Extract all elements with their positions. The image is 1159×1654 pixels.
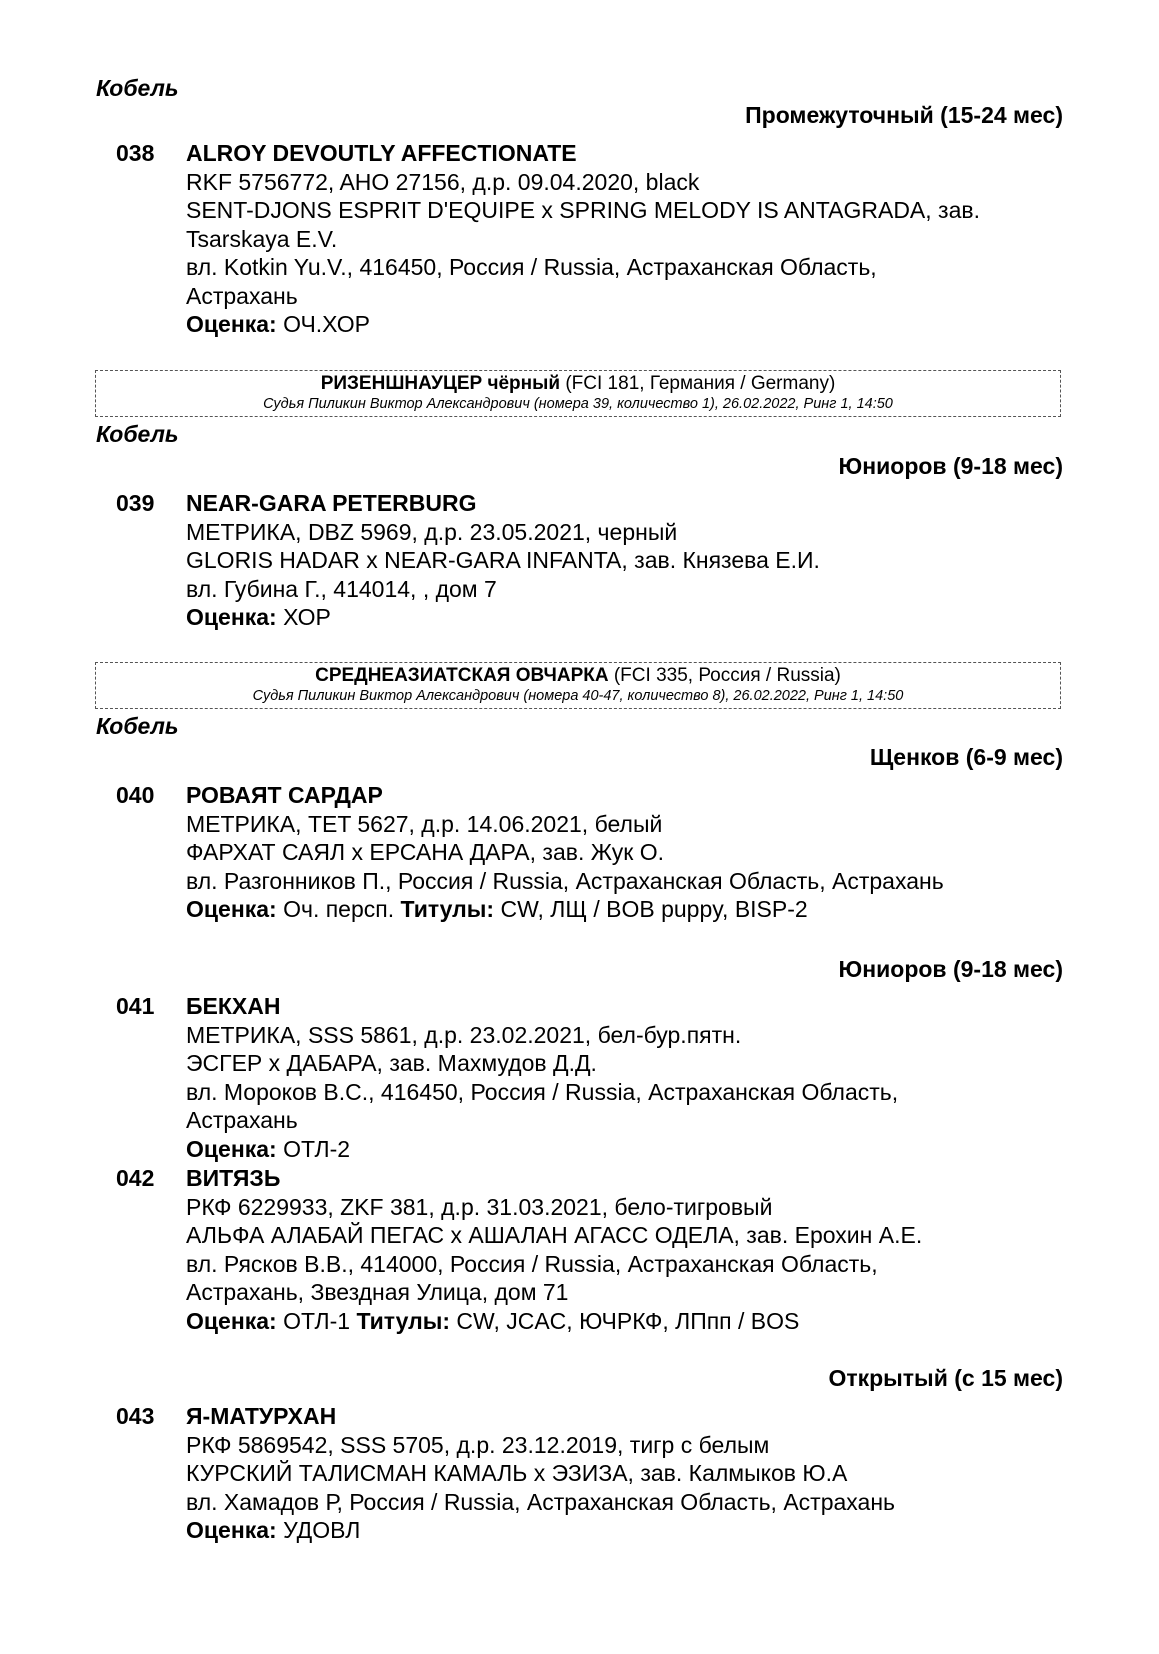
catalog-number: 039 — [116, 490, 155, 516]
breed-name: РИЗЕНШНАУЦЕР чёрный — [320, 373, 561, 394]
owner-info: вл. Разгонников П., Россия / Russia, Астраханская Область, Астрахань — [186, 867, 944, 894]
owner-info: вл. Kotkin Yu.V., 416450, Россия / Russia, Астраханская Область, — [186, 254, 877, 280]
breed-info: (FCI 335, Россия / Russia) — [613, 665, 841, 686]
judge-info: Судья Пиликин Виктор Александрович (номера 39, количество 1), 26.02.2022, Ринг 1, 14:50 — [263, 396, 893, 412]
grade-value: ОТЛ-1 — [283, 1307, 351, 1334]
dog-name: ALROY DEVOUTLY AFFECTIONATE — [186, 140, 577, 166]
registration-info: РКФ 6229933, ZKF 381, д.р. 31.03.2021, бело-тигровый — [186, 1193, 773, 1220]
class-heading: Юниоров (9-18 мес) — [838, 453, 1063, 479]
grade-line — [186, 895, 1066, 924]
breed-name: СРЕДНЕАЗИАТСКАЯ ОВЧАРКА — [315, 665, 609, 686]
owner-info: вл. Хамадов Р, Россия / Russia, Астраханская Область, Астрахань — [186, 1488, 896, 1515]
grade-label: Оценка: — [186, 1307, 277, 1334]
parents-breeder: ЭСГЕР х ДАБАРА, зав. Махмудов Д.Д. — [186, 1050, 597, 1076]
class-heading: Открытый (с 15 мес) — [828, 1365, 1063, 1391]
dog-name: РОВАЯТ САРДАР — [186, 782, 383, 808]
parents-breeder: АЛЬФА АЛАБАЙ ПЕГАС х АШАЛАН АГАСС ОДЕЛА, зав. Ерохин А.Е. — [186, 1222, 923, 1248]
owner-info: вл. Мороков В.С., 416450, Россия / Russia, Астраханская Область, — [186, 1078, 899, 1105]
grade-label: Оценка: — [186, 1135, 277, 1162]
sex-heading: Кобель — [96, 421, 179, 447]
registration-info: РКФ 5869542, SSS 5705, д.р. 23.12.2019, тигр с белым — [186, 1431, 770, 1458]
owner-info-cont: Астрахань, Звездная Улица, дом 71 — [186, 1279, 569, 1305]
breed-header — [95, 662, 1061, 709]
class-heading: Юниоров (9-18 мес) — [838, 956, 1063, 982]
owner-info-cont: Астрахань — [186, 282, 298, 309]
grade-line — [186, 1135, 1066, 1164]
dog-name: Я-МАТУРХАН — [186, 1403, 337, 1429]
dog-name: ВИТЯЗЬ — [186, 1165, 281, 1191]
registration-info: RKF 5756772, AHO 27156, д.р. 09.04.2020, black — [186, 168, 700, 195]
grade-value: Оч. персп. — [283, 896, 395, 922]
grade-label: Оценка: — [186, 604, 277, 630]
catalog-number: 038 — [116, 140, 155, 166]
dog-name: БЕКХАН — [186, 993, 281, 1019]
parents-breeder-cont: Tsarskaya E.V. — [186, 225, 338, 252]
grade-value: ХОР — [283, 604, 331, 630]
titles-label: Титулы: — [356, 1307, 451, 1334]
titles-label: Титулы: — [400, 896, 495, 922]
catalog-number: 042 — [116, 1165, 155, 1191]
grade-line — [186, 310, 1066, 339]
grade-label: Оценка: — [186, 1517, 277, 1543]
grade-value: ОТЛ-2 — [283, 1135, 351, 1162]
grade-line — [186, 1307, 1066, 1336]
class-heading: Щенков (6-9 мес) — [869, 744, 1063, 770]
grade-label: Оценка: — [186, 311, 277, 337]
catalog-number: 043 — [116, 1403, 155, 1429]
grade-line — [186, 1516, 1066, 1545]
registration-info: МЕТРИКА, TET 5627, д.р. 14.06.2021, белый — [186, 810, 663, 837]
parents-breeder: GLORIS HADAR x NEAR-GARA INFANTA, зав. Князева Е.И. — [186, 547, 820, 573]
catalog-number: 040 — [116, 782, 155, 808]
catalog-number: 041 — [116, 993, 155, 1019]
grade-value: УДОВЛ — [283, 1517, 361, 1543]
parents-breeder: SENT-DJONS ESPRIT D'EQUIPE x SPRING MELODY IS ANTAGRADA, зав. — [186, 197, 980, 223]
grade-value: ОЧ.ХОР — [283, 311, 370, 337]
grade-line — [186, 603, 1066, 632]
grade-label: Оценка: — [186, 896, 277, 922]
breed-header — [95, 370, 1061, 417]
owner-info: вл. Губина Г., 414014, , дом 7 — [186, 575, 497, 602]
sex-heading: Кобель — [96, 75, 179, 101]
sex-heading: Кобель — [96, 713, 179, 739]
breed-info: (FCI 181, Германия / Germany) — [565, 373, 836, 394]
registration-info: МЕТРИКА, DBZ 5969, д.р. 23.05.2021, черный — [186, 518, 678, 545]
registration-info: МЕТРИКА, SSS 5861, д.р. 23.02.2021, бел-бур.пятн. — [186, 1021, 742, 1048]
owner-info-cont: Астрахань — [186, 1107, 298, 1133]
dog-name: NEAR-GARA PETERBURG — [186, 490, 477, 516]
titles-value: CW, ЛЩ / BOB puppy, BISP-2 — [500, 896, 808, 922]
class-heading: Промежуточный (15-24 мес) — [745, 102, 1063, 128]
parents-breeder: ФАРХАТ САЯЛ х ЕРСАНА ДАРА, зав. Жук О. — [186, 839, 664, 865]
parents-breeder: КУРСКИЙ ТАЛИСМАН КАМАЛЬ х ЭЗИЗА, зав. Калмыков Ю.А — [186, 1460, 848, 1486]
titles-value: CW, JCAC, ЮЧРКФ, ЛПпп / BOS — [456, 1307, 800, 1334]
judge-info: Судья Пиликин Виктор Александрович (номера 40-47, количество 8), 26.02.2022, Ринг 1, 14:50 — [252, 688, 904, 704]
owner-info: вл. Рясков В.В., 414000, Россия / Russia, Астраханская Область, — [186, 1250, 878, 1277]
